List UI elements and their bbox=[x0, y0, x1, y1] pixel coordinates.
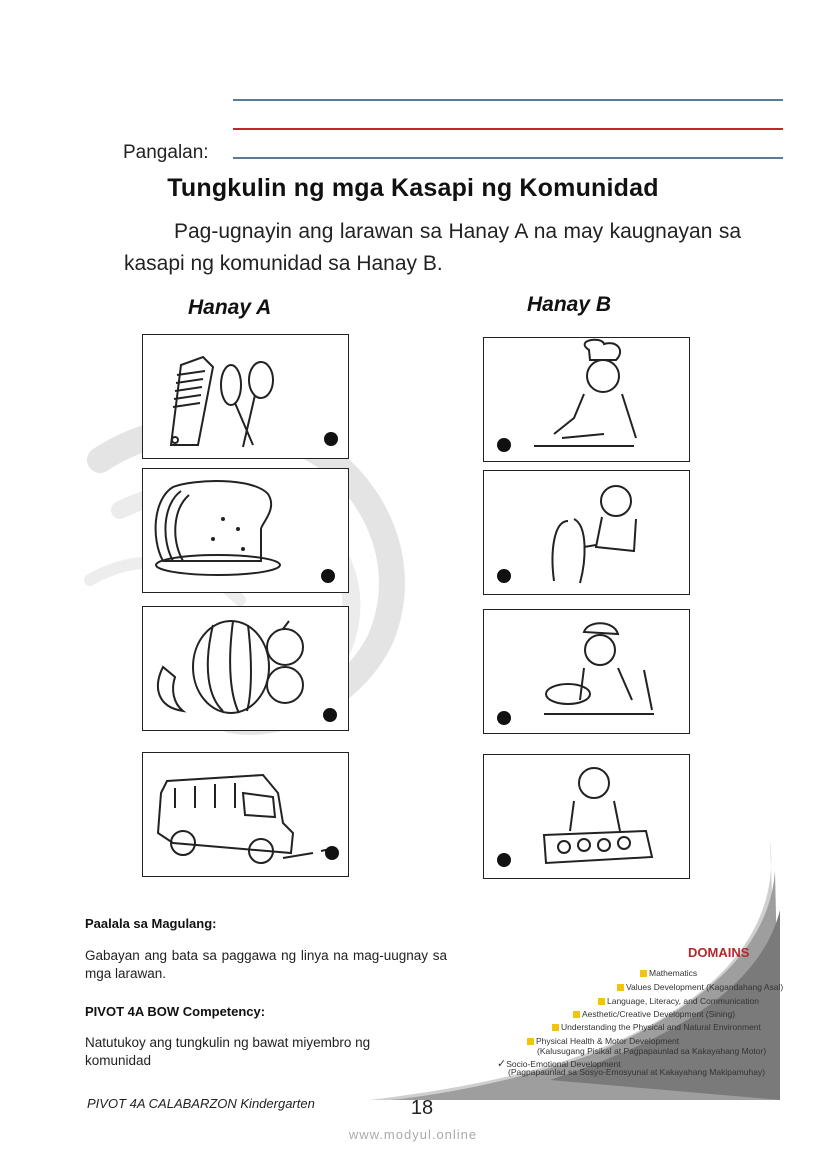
hanay-a-dot-4[interactable] bbox=[325, 846, 339, 860]
domain-item-aesthetic: Aesthetic/Creative Development (Sining) bbox=[573, 1009, 735, 1019]
hanay-b-dot-1[interactable] bbox=[497, 438, 511, 452]
domain-item-socio-emotional-sub: (Pagpapaunlad sa Sosyo-Emosyunal at Kakayahang Makipamuhay) bbox=[508, 1067, 766, 1077]
driver-icon bbox=[484, 610, 691, 735]
checkmark-icon: ✓ bbox=[497, 1058, 507, 1070]
hanay-a-card-4 bbox=[142, 752, 349, 877]
parent-note-text: Gabayan ang bata sa paggawa ng linya na mag-uugnay sa mga larawan. bbox=[85, 948, 447, 981]
name-line-middle-red bbox=[233, 128, 783, 130]
domain-marker-icon bbox=[640, 970, 647, 977]
competency-title: PIVOT 4A BOW Competency: bbox=[85, 1004, 266, 1019]
bread-loaf-icon bbox=[143, 469, 350, 594]
domain-marker-icon bbox=[598, 998, 605, 1005]
instruction-text: Pag-ugnayin ang larawan sa Hanay A na may kaugnayan sa kasapi ng komunidad sa Hanay B. bbox=[124, 220, 741, 275]
hanay-a-card-1 bbox=[142, 334, 349, 459]
page-number: 18 bbox=[410, 1097, 434, 1119]
fruit-vendor-icon bbox=[484, 755, 691, 880]
name-line-top-blue bbox=[233, 99, 783, 101]
watermark: www.modyul.online bbox=[348, 1127, 478, 1142]
baker-icon bbox=[484, 338, 691, 463]
hanay-b-card-4 bbox=[483, 754, 690, 879]
hanay-a-card-3 bbox=[142, 606, 349, 731]
barber-icon bbox=[484, 471, 691, 596]
domain-marker-icon bbox=[617, 984, 624, 991]
domain-item-language: Language, Literacy, and Communication bbox=[598, 996, 759, 1006]
hanay-a-heading: Hanay A bbox=[188, 296, 272, 319]
domain-item-socio-emotional: ✓Socio-Emotional Development bbox=[497, 1058, 621, 1070]
name-label: Pangalan: bbox=[123, 142, 209, 163]
page-title: Tungkulin ng mga Kasapi ng Komunidad bbox=[167, 174, 659, 202]
hanay-a-dot-1[interactable] bbox=[324, 432, 338, 446]
competency-text: Natutukoy ang tungkulin ng bawat miyembro ng komunidad bbox=[85, 1035, 371, 1068]
domain-item-physical: Physical Health & Motor Development bbox=[527, 1036, 679, 1046]
domain-marker-icon bbox=[573, 1011, 580, 1018]
fruits-icon bbox=[143, 607, 350, 732]
hanay-b-card-2 bbox=[483, 470, 690, 595]
hanay-a-card-2 bbox=[142, 468, 349, 593]
hanay-a-dot-3[interactable] bbox=[323, 708, 337, 722]
hanay-b-heading: Hanay B bbox=[527, 293, 612, 316]
hanay-b-card-3 bbox=[483, 609, 690, 734]
domains-title: DOMAINS bbox=[688, 945, 750, 960]
domain-marker-icon bbox=[527, 1038, 534, 1045]
hanay-b-dot-3[interactable] bbox=[497, 711, 511, 725]
domain-item-mathematics: Mathematics bbox=[640, 968, 697, 978]
jeepney-icon bbox=[143, 753, 350, 878]
hanay-b-dot-2[interactable] bbox=[497, 569, 511, 583]
comb-and-scissors-icon bbox=[143, 335, 350, 460]
name-line-bottom-blue[interactable] bbox=[233, 157, 783, 159]
domain-item-physical-sub: (Kalusugang Pisikal at Pagpapaunlad sa Kakayahang Motor) bbox=[537, 1046, 767, 1056]
domain-marker-icon bbox=[552, 1024, 559, 1031]
domain-item-values: Values Development (Kagandahang Asal) bbox=[617, 982, 783, 992]
hanay-a-dot-2[interactable] bbox=[321, 569, 335, 583]
footer-program: PIVOT 4A CALABARZON Kindergarten bbox=[87, 1096, 315, 1111]
domain-item-environment: Understanding the Physical and Natural Environment bbox=[552, 1022, 761, 1032]
hanay-b-card-1 bbox=[483, 337, 690, 462]
parent-note-title: Paalala sa Magulang: bbox=[85, 916, 217, 931]
hanay-b-dot-4[interactable] bbox=[497, 853, 511, 867]
